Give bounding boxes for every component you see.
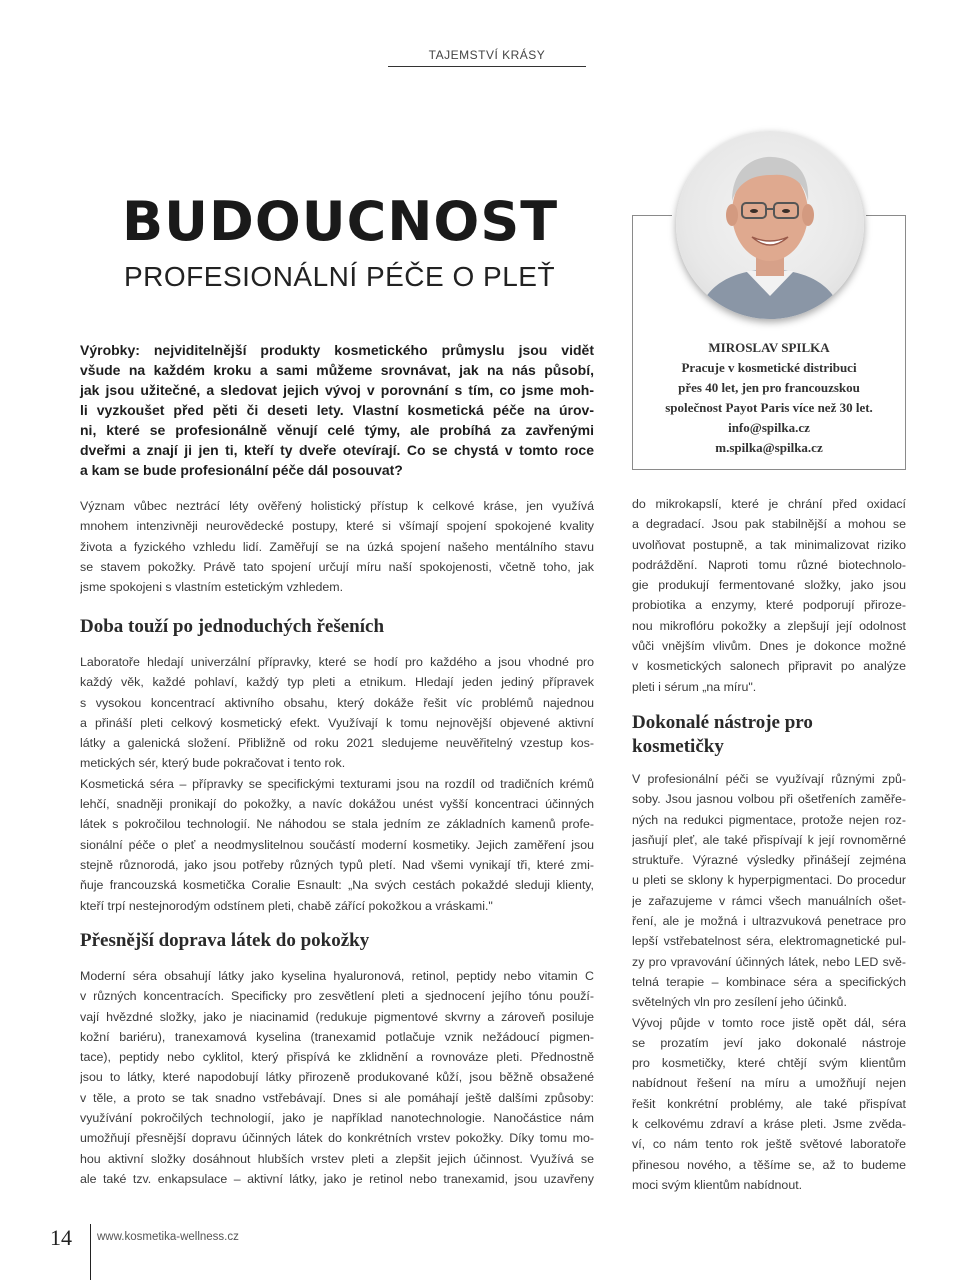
body-line: Laboratoře hledají univerzální přípravky, které se hodí pro každého a jsou vhodné pro (80, 655, 594, 669)
body-line: k celkovému zdraví a kráse pleti. Jsme zvěda- (632, 1117, 906, 1132)
author-portrait-illustration (676, 131, 864, 319)
body-line: Moderní séra obsahují látky jako kyselina hyaluronová, retinol, peptidy nebo vitamin C (80, 969, 594, 983)
body-line: V profesionální péči se využívají různými způ- (632, 772, 906, 786)
body-line: probiotika a enzymy, které podporují přiroze- (632, 598, 906, 613)
author-name: MIROSLAV SPILKA (708, 340, 830, 355)
body-line: ví, co nám tento rok ještě světové laboratoře (632, 1137, 906, 1152)
body-line: látky a galenická složení. Přibližně od roku 2021 sledujeme neuvěřitelný vzestup kos- (80, 736, 594, 751)
body-line: ření, ale je možná i ultrazvuková penetrace pro (632, 914, 906, 929)
body-line: využívání pokročilých technologií, jako je například nanotechnologie. Nanočástice nám (80, 1111, 594, 1126)
author-bio-line: přes 40 let, jen pro francouzskou (678, 380, 860, 395)
body-line: v těle, a proto se tak snadno vstřebávají. Dnes si ale pomáhají ještě dalšími způsoby: (80, 1090, 594, 1105)
body-line: pro kosmetičky, které chtějí svým klientům (632, 1056, 906, 1071)
article-subtitle: PROFESIONÁLNÍ PÉČE O PLEŤ (124, 261, 556, 292)
section-rule (388, 66, 586, 67)
section-1-body (80, 652, 594, 916)
author-email[interactable]: info@spilka.cz (728, 420, 810, 435)
body-line: uvolňovat postupně, a tak minimalizovat riziko (632, 537, 906, 552)
section-2-body (80, 966, 594, 1189)
lead-paragraph (80, 340, 594, 480)
body-line: hou aktivní složky dosáhnout hlubších vrstev pleti a zlepšit jejich účinnost. Využívá se (80, 1151, 594, 1166)
lead-line: ni, které se profesionálně věnují celé týmy, ale probíhá za zavřenými (80, 422, 594, 438)
body-line: sionální péče o pleť a neodmyslitelnou součástí moderní kosmetiky. Jejich zaměření jsou (80, 837, 594, 852)
lead-line: Výrobky: nejviditelnější produkty kosmetického průmyslu jsou vidět (80, 342, 594, 358)
author-bio-line: společnost Payot Paris více než 30 let. (665, 400, 873, 415)
body-line: vají hvězdné složky, jako je niacinamid (redukuje pigmentové skvrny a zároveň posiluje (80, 1009, 594, 1024)
body-line: u pleti se sklony k hyperpigmentaci. Do procedur (632, 873, 906, 888)
body-line: kožní bariéru), tranexamová kyselina (tranexamid potlačuje vznik nežádoucí pigmen- (80, 1029, 594, 1044)
footer-rule (90, 1224, 91, 1280)
intro-paragraph (80, 496, 594, 597)
body-line: látek s pokročilou technologií. Ne náhodou se stala jedním ze základních kamenů profe- (80, 817, 594, 832)
body-line: struktuře. Výrazné výsledky přinášejí zejména (632, 853, 906, 868)
article-title: BUDOUCNOST (122, 190, 559, 253)
body-line: řešit konkrétní problémy, ale také přispívat (632, 1096, 906, 1111)
body-line: lehčí, snadněji pronikají do pokožky, a navíc dokážou unést vyšší koncentraci účinných (80, 797, 594, 812)
body-line: se prozatím jeví jako dokonalé nástroje (632, 1035, 906, 1050)
section-heading: Dokonalé nástroje pro kosmetičky (632, 712, 813, 757)
body-line: gie produkují fermentované složky, jako jsou (632, 578, 906, 593)
section-heading: Přesnější doprava látek do pokožky (80, 930, 370, 951)
body-line: každý věk, každé pohlaví, každý typ pleti a etnikum. Hledají jeden jediný přípravek (80, 675, 594, 690)
page-number: 14 (50, 1225, 72, 1250)
section-label: TAJEMSTVÍ KRÁSY (428, 48, 546, 62)
lead-line: všude na každém kroku a sami můžeme srovnávat, jak na nás působí, (80, 362, 594, 378)
body-line: metických sér, který bude pokračovat i tento rok. (80, 756, 346, 771)
author-info (634, 338, 904, 458)
body-line: ale také tzv. enkapsulace – aktivní látky, jako je retinol nebo tranexamid, jsou uzavřeny (80, 1171, 594, 1186)
author-email[interactable]: m.spilka@spilka.cz (715, 440, 823, 455)
body-line: umožňují přesnější dopravu účinných látek do konkrétních vrstev pokožky. Díky tomu mo- (80, 1131, 594, 1146)
body-line: v různých koncentracích. Specificky pro zesvětlení pleti a sjednocení jejího tónu použí- (80, 989, 594, 1004)
body-line: podráždění. Naproti tomu různé biotechnolo- (632, 557, 906, 572)
body-line: se stavem pokožky. Právě tato spojení určují míru naší spokojenosti, včetně toho, jak (80, 559, 594, 574)
body-line: jsme spokojeni s vlastním estetickým vzhledem. (80, 580, 344, 595)
body-line: ných na redukci pigmentace, protože nejen roz- (632, 812, 906, 827)
author-bio-line: Pracuje v kosmetické distribuci (681, 360, 857, 375)
body-line: zy pro vpravování účinných látek, nebo LED svě- (632, 954, 906, 969)
body-line: s vysokou koncentrací aktivního obsahu, který dokáže řešit víc problémů najednou (80, 695, 594, 710)
section-heading: Doba touží po jednoduchých řešeních (80, 616, 385, 637)
body-line: je zařazujeme v rámci všech manuálních ošet- (632, 893, 906, 908)
body-line: lepší vstřebatelnost séra, elektromagnetické pul- (632, 934, 906, 949)
footer-url[interactable]: www.kosmetika-wellness.cz (97, 1231, 239, 1243)
body-line: tace), peptidy nebo cyklitol, který přispívá ke zklidnění a rovnováze pleti. Přednostně (80, 1050, 594, 1065)
lead-line: dveřmi a znají ji jen ti, kteří ty dveře otevírají. Co se chystá v tomto roce (80, 442, 594, 458)
body-line: kteří trpí nestejnorodým odstínem pleti, chabě zářící pokožkou a vráskami." (80, 898, 493, 913)
section-3-body (632, 769, 906, 1195)
lead-line: a kam se bude profesionální péče dál posouvat? (80, 462, 403, 478)
body-line: a přináší pleti celkový kosmetický efekt. Využívají k tomu nejnovější objevené aktivní (80, 715, 594, 730)
body-line: světelných vln pro zesílení jeho účinků. (632, 995, 847, 1010)
body-line: soby. Jsou jasnou volbou při ošetřeních zaměře- (632, 792, 906, 807)
body-line: ňuje francouzská kosmetička Coralie Esnault: „Na svých cestách pokaždé sleduji klienty, (80, 878, 594, 893)
body-line: pleti i sérum „na míru". (632, 679, 757, 694)
body-line: do mikrokapslí, které je chrání před oxidací (632, 497, 906, 511)
body-line: jasňují pleť, ale také přispívají k její rovnoměrné (632, 832, 906, 847)
body-line: vůči vnějším vlivům. Dnes je dokonce možné (632, 639, 906, 654)
body-line: a degradací. Jsou pak stabilnější a mohou se (632, 517, 906, 532)
body-line: Vývoj půjde v tomto roce jistě opět dál, séra (632, 1015, 906, 1030)
lead-line: jak jsou užitečné, a sledovat jejich vývoj v porovnání s tím, co jsme moh- (80, 382, 594, 398)
body-line: Kosmetická séra – přípravky se specifickými texturami jsou na rozdíl od tradičních krémů (80, 776, 594, 791)
body-line: nou mikroflóru pokožky a zlepšují její odolnost (632, 618, 906, 633)
body-line: stejně různorodá, jako jsou potřeby různých typů pletí. Nad všemi vynikají tři, které zmi- (80, 857, 594, 872)
body-line: Význam vůbec neztrácí léty ověřený holistický přístup k celkové kráse, jen využívá (80, 499, 594, 513)
author-box-top-rule-right (866, 215, 906, 216)
body-line: v kosmetických salonech připravit po analýze (632, 659, 906, 674)
section-2-body-continued (632, 494, 906, 697)
body-line: jsou to látky, které napodobují látky přirozeně produkované kůží, jsou běžně obsažené (80, 1070, 594, 1085)
body-line: telná terapie – kombinace séra a specifických (632, 974, 906, 989)
body-line: nabídnout řešení na míru a umožňují nejen (632, 1076, 906, 1091)
author-portrait (676, 131, 864, 319)
lead-line: li vyzkoušet před pěti či deseti lety. Vlastní kosmetická péče na úrov- (80, 402, 594, 418)
body-line: života a fyzického vzhledu lidí. Zaměřují se na úzká spojení našeho mentálního stavu (80, 539, 594, 554)
body-line: moci svým klientům nabídnout. (632, 1177, 803, 1192)
body-line: mnohem intenzivněji neurovědecké postupy, které si všímají spojení spokojené kvality (80, 519, 594, 534)
author-box-top-rule-left (632, 215, 672, 216)
body-line: přinesou nového, a těšíme se, až to budeme (632, 1157, 906, 1172)
